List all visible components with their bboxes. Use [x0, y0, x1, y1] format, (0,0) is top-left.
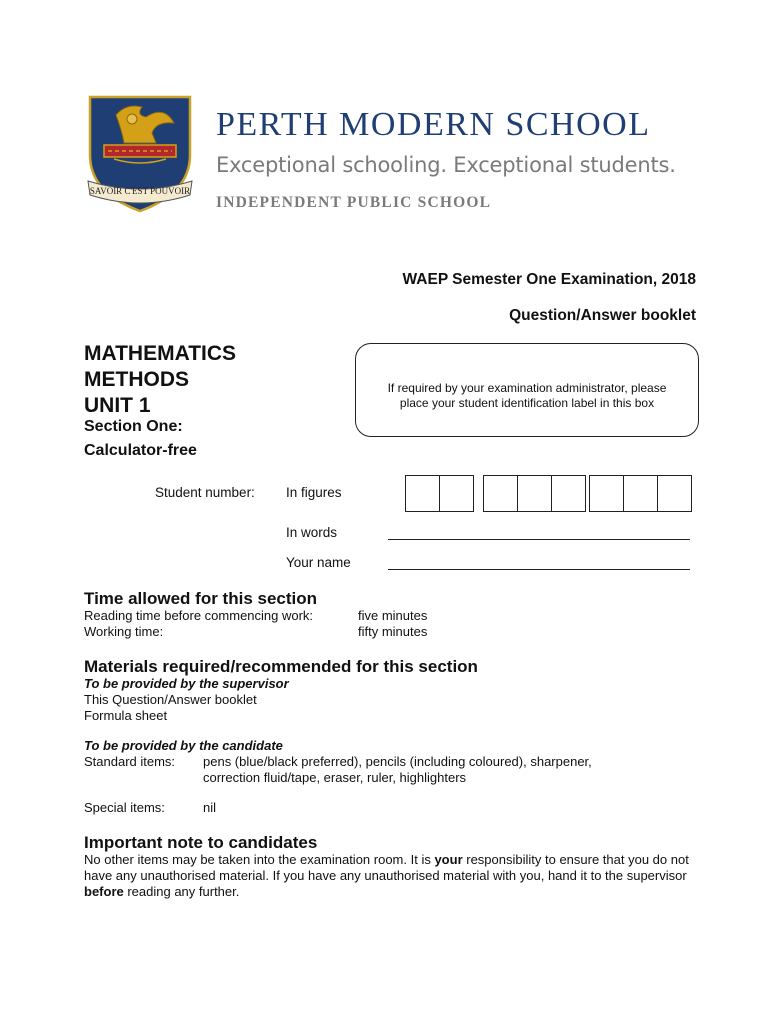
- reading-time-value: five minutes: [358, 608, 428, 623]
- in-figures-label: In figures: [286, 485, 342, 500]
- subject-line: METHODS: [84, 368, 189, 391]
- school-name: PERTH MODERN SCHOOL: [216, 106, 651, 143]
- supervisor-item: Formula sheet: [84, 708, 168, 723]
- digit-box[interactable]: [658, 476, 692, 511]
- crest-motto: SAVOIR C'EST POUVOIR: [89, 186, 191, 196]
- subject-line: UNIT 1: [84, 394, 151, 417]
- supervisor-item: This Question/Answer booklet: [84, 692, 257, 707]
- label-box-text: place your student identification label in this box: [399, 396, 655, 410]
- special-items-value: nil: [203, 800, 217, 815]
- section-name: Calculator-free: [84, 442, 197, 459]
- school-crest-logo: [86, 93, 194, 213]
- student-number-digits: [483, 475, 586, 512]
- school-tagline: Exceptional schooling. Exceptional students.: [216, 153, 676, 177]
- special-items-label: Special items:: [84, 800, 165, 815]
- standard-items-value: pens (blue/black preferred), pencils (including coloured), sharpener,: [203, 754, 592, 769]
- important-note-text: [84, 852, 704, 900]
- working-time-label: Working time:: [84, 624, 164, 639]
- materials-heading: Materials required/recommended for this section: [84, 657, 478, 676]
- digit-box[interactable]: [440, 476, 474, 511]
- candidate-heading: To be provided by the candidate: [84, 738, 283, 753]
- student-label-box: [355, 343, 699, 437]
- digit-box[interactable]: [552, 476, 586, 511]
- student-number-digits: [589, 475, 692, 512]
- your-name-field[interactable]: [388, 569, 690, 570]
- exam-title: WAEP Semester One Examination, 2018: [402, 271, 696, 288]
- supervisor-heading: To be provided by the supervisor: [84, 676, 289, 691]
- school-subline: INDEPENDENT PUBLIC SCHOOL: [216, 194, 492, 211]
- digit-box[interactable]: [624, 476, 658, 511]
- note-emphasis: your: [434, 852, 463, 867]
- digit-box[interactable]: [484, 476, 518, 511]
- booklet-type: Question/Answer booklet: [509, 307, 696, 324]
- working-time-value: fifty minutes: [358, 624, 428, 639]
- standard-items-value: correction fluid/tape, eraser, ruler, highlighters: [203, 770, 467, 785]
- note-emphasis: before: [84, 884, 124, 899]
- time-allowed-heading: Time allowed for this section: [84, 589, 318, 608]
- digit-box[interactable]: [590, 476, 624, 511]
- important-note-heading: Important note to candidates: [84, 833, 318, 852]
- digit-box[interactable]: [518, 476, 552, 511]
- standard-items-label: Standard items:: [84, 754, 176, 769]
- your-name-label: Your name: [286, 555, 351, 570]
- subject-title: [84, 341, 236, 419]
- in-words-field[interactable]: [388, 539, 690, 540]
- note-text: No other items may be taken into the examination room. It is: [84, 852, 435, 867]
- reading-time-label: Reading time before commencing work:: [84, 608, 314, 623]
- note-text: reading any further.: [123, 884, 240, 899]
- in-words-label: In words: [286, 525, 338, 540]
- section-number: Section One:: [84, 418, 183, 435]
- student-number-digits: [405, 475, 474, 512]
- note-text: responsibility to ensure that you do not have any unauthorised material. If you have any unauthorised material with you, hand it to the supervisor: [84, 852, 689, 883]
- subject-line: MATHEMATICS: [84, 342, 237, 365]
- label-box-text: If required by your examination administrator, please: [387, 381, 667, 395]
- digit-box[interactable]: [406, 476, 440, 511]
- student-number-label: Student number:: [155, 485, 255, 500]
